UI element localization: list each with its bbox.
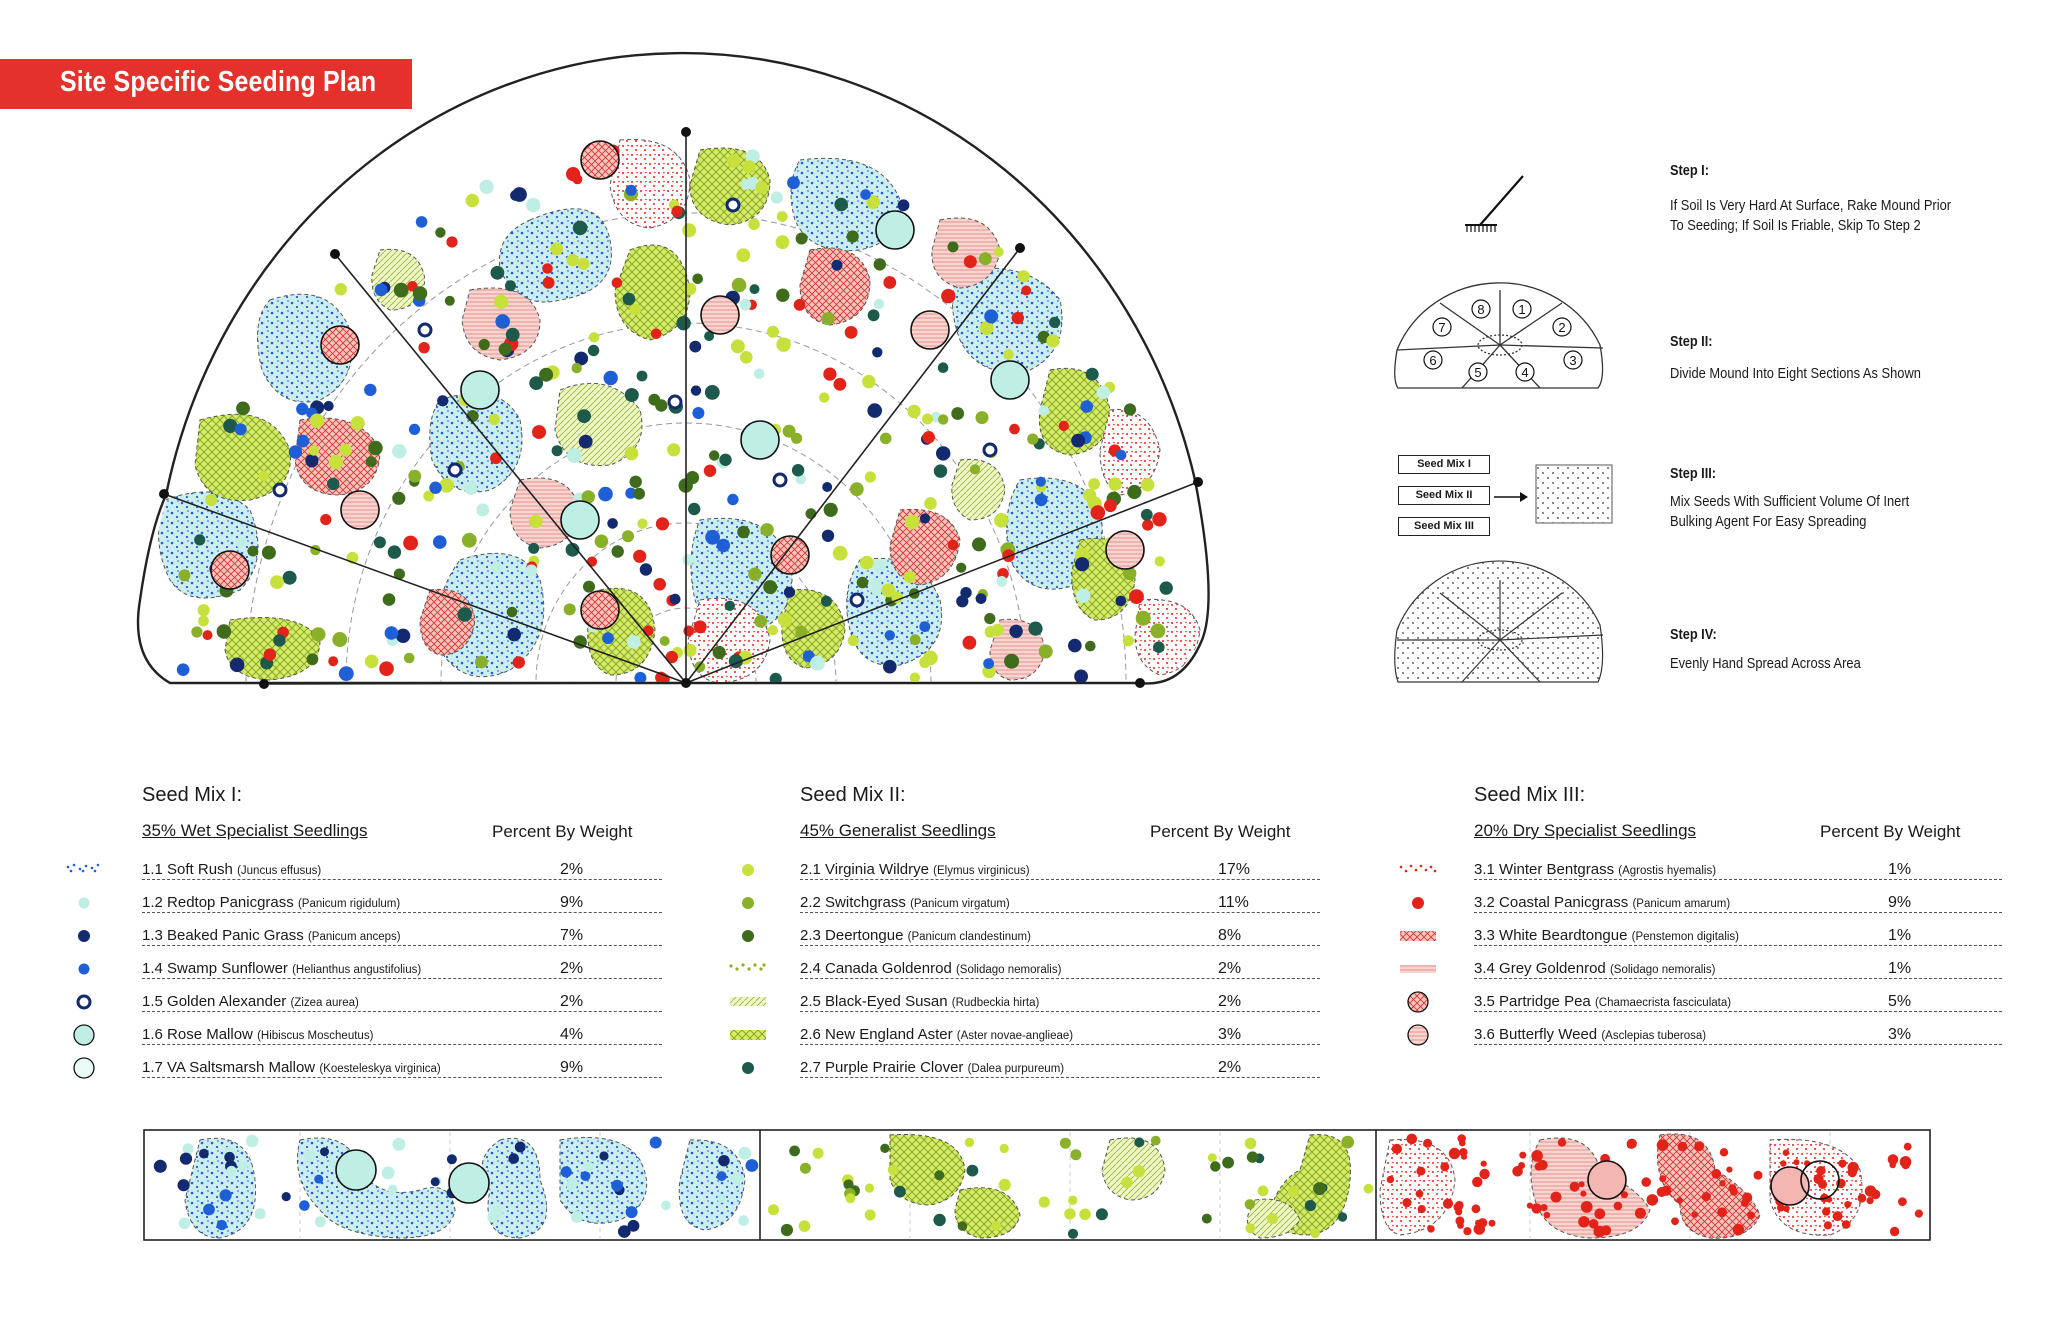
species-scientific-name: (Asclepias tuberosa) xyxy=(1601,1030,1707,1042)
strip-seed-dot xyxy=(738,1215,749,1226)
strip-seed-dot xyxy=(1457,1222,1464,1229)
strip-seed-dot xyxy=(246,1135,259,1148)
species-name: Swamp Sunflower xyxy=(167,960,288,977)
strip-seed-dot xyxy=(1890,1227,1899,1236)
strip-seed-dot xyxy=(1064,1208,1075,1219)
species-code: 1.6 xyxy=(142,1026,163,1043)
strip-seed-dot xyxy=(1338,1212,1347,1221)
strip-seed-dot xyxy=(1489,1220,1496,1227)
seed-mix-3-title: Seed Mix III: xyxy=(1474,784,1586,806)
seed-mix-2-percent-header: Percent By Weight xyxy=(1150,822,1291,841)
section-number: 1 xyxy=(1518,302,1526,317)
species-percent: 4% xyxy=(560,1026,584,1043)
strip-seed-dot xyxy=(1208,1153,1217,1162)
species-code: 3.6 xyxy=(1474,1026,1495,1043)
strip-seed-dot xyxy=(789,1146,800,1157)
strip-seed-dot xyxy=(1459,1140,1466,1147)
strip-seed-dot xyxy=(1455,1201,1464,1210)
strip-seed-dot xyxy=(1822,1207,1830,1215)
strip-seed-dot xyxy=(1711,1169,1721,1179)
species-name: Deertongue xyxy=(825,927,904,944)
strip-seed-dot xyxy=(1659,1175,1666,1182)
species-scientific-name: (Agrostis hyemalis) xyxy=(1618,865,1717,877)
strip-seed-dot xyxy=(1754,1171,1763,1180)
strip-seed-dot xyxy=(967,1165,979,1177)
strip-seed-dot xyxy=(238,1161,248,1171)
species-name: Grey Goldenrod xyxy=(1499,960,1606,977)
strip-seed-dot xyxy=(746,1159,759,1172)
strip-seed-dot xyxy=(1531,1203,1541,1213)
strip-seed-dot xyxy=(180,1153,192,1165)
strip-seed-dot xyxy=(1594,1208,1605,1219)
strip-seed-dot xyxy=(661,1201,671,1211)
strip-seed-dot xyxy=(1614,1202,1623,1211)
strip-seed-dot xyxy=(626,1206,638,1218)
strip-seed-dot xyxy=(1635,1208,1646,1219)
species-name: Redtop Panicgrass xyxy=(167,894,294,911)
species-name: Partridge Pea xyxy=(1499,993,1591,1010)
strip-seed-dot xyxy=(865,1184,874,1193)
step-2-title: Step II: xyxy=(1670,333,1713,350)
strip-seed-dot xyxy=(179,1218,191,1230)
strip-seed-dot xyxy=(304,1150,315,1161)
species-scientific-name: (Solidago nemoralis) xyxy=(955,964,1062,976)
strip-seed-dot xyxy=(1647,1194,1659,1206)
strip-seed-dot xyxy=(1898,1197,1907,1206)
strip-seed-dot xyxy=(1387,1176,1394,1183)
strip-seed-dot xyxy=(1440,1162,1449,1171)
strip-seed-dot xyxy=(1848,1168,1857,1177)
strip-seed-dot xyxy=(731,1173,743,1185)
strip-seed-dot xyxy=(1479,1169,1489,1179)
strip-seed-dot xyxy=(1657,1187,1667,1197)
strip-seed-dot xyxy=(717,1171,727,1181)
strip-seed-dot xyxy=(1726,1167,1732,1173)
strip-seed-dot xyxy=(1692,1211,1698,1217)
strip-seed-dot xyxy=(1540,1204,1547,1211)
species-scientific-name: (Dalea purpureum) xyxy=(967,1063,1065,1075)
species-code: 2.5 xyxy=(800,993,821,1010)
species-code: 2.1 xyxy=(800,861,821,878)
strip-seed-dot xyxy=(650,1137,662,1149)
species-name: Purple Prairie Clover xyxy=(825,1059,964,1076)
strip-seed-dot xyxy=(1901,1160,1910,1169)
species-percent: 9% xyxy=(1888,894,1912,911)
seed-mix-box-3: Seed Mix III xyxy=(1398,517,1490,536)
strip-seed-dot xyxy=(1730,1188,1738,1196)
strip-seed-dot xyxy=(1481,1161,1487,1167)
strip-seed-dot xyxy=(220,1189,232,1201)
strip-seed-dot xyxy=(1702,1192,1711,1201)
strip-seed-dot xyxy=(888,1165,899,1176)
species-code: 1.7 xyxy=(142,1059,163,1076)
strip-seed-dot xyxy=(566,1179,577,1190)
species-name: Virginia Wildrye xyxy=(825,861,929,878)
species-code: 2.7 xyxy=(800,1059,821,1076)
strip-seed-dot xyxy=(1070,1149,1081,1160)
strip-seed-dot xyxy=(1676,1197,1682,1203)
species-name: Switchgrass xyxy=(825,894,906,911)
species-scientific-name: (Hibiscus Moscheutus) xyxy=(257,1030,374,1042)
species-name: New England Aster xyxy=(825,1026,953,1043)
strip-seed-dot xyxy=(1719,1180,1725,1186)
strip-seed-dot xyxy=(315,1216,326,1227)
strip-seed-dot xyxy=(1844,1201,1851,1208)
strip-seed-dot xyxy=(965,1138,974,1147)
strip-seed-dot xyxy=(1842,1220,1851,1229)
species-code: 1.1 xyxy=(142,861,163,878)
strip-seed-dot xyxy=(571,1211,583,1223)
strip-seed-dot xyxy=(183,1143,194,1154)
strip-seed-dot xyxy=(1288,1186,1299,1197)
species-percent: 7% xyxy=(560,927,584,944)
species-code: 3.3 xyxy=(1474,927,1495,944)
species-scientific-name: (Zizea aurea) xyxy=(290,997,359,1009)
species-code: 2.4 xyxy=(800,960,821,977)
strip-seed-dot xyxy=(1794,1159,1800,1165)
strip-seed-dot xyxy=(1741,1199,1749,1207)
strip-seed-dot xyxy=(1838,1160,1846,1168)
strip-seed-dot xyxy=(1783,1149,1790,1156)
species-name: Winter Bentgrass xyxy=(1499,861,1615,878)
strip-seed-dot xyxy=(933,1214,945,1226)
step-2-text: Divide Mound Into Eight Sections As Shown xyxy=(1670,365,1921,382)
strip-seed-dot xyxy=(508,1153,519,1164)
species-scientific-name: (Juncus effusus) xyxy=(237,865,322,877)
species-name: VA Saltsmarsh Mallow xyxy=(167,1059,316,1076)
species-code: 3.5 xyxy=(1474,993,1495,1010)
species-percent: 2% xyxy=(1218,960,1242,977)
strip-seed-dot xyxy=(1463,1227,1471,1235)
strip-seed-dot xyxy=(1904,1143,1912,1151)
species-code: 3.1 xyxy=(1474,861,1495,878)
strip-seed-dot xyxy=(1443,1199,1453,1209)
section-number: 2 xyxy=(1558,320,1566,335)
strip-seed-dot xyxy=(1512,1166,1523,1177)
strip-seed-dot xyxy=(299,1200,310,1211)
strip-seed-dot xyxy=(1096,1208,1108,1220)
strip-seed-dot xyxy=(1780,1160,1786,1166)
species-percent: 2% xyxy=(560,960,584,977)
species-name: Coastal Panicgrass xyxy=(1499,894,1629,911)
strip-seed-dot xyxy=(880,1144,889,1153)
step-1-title: Step I: xyxy=(1670,162,1709,179)
strip-seed-dot xyxy=(178,1179,190,1191)
species-percent: 2% xyxy=(1218,1059,1242,1076)
species-percent: 2% xyxy=(560,993,584,1010)
strip-seed-dot xyxy=(1694,1141,1704,1151)
strip-seed-dot xyxy=(717,1194,726,1203)
strip-seed-dot xyxy=(1402,1198,1411,1207)
species-scientific-name: (Elymus virginicus) xyxy=(933,865,1030,877)
strip-seed-dot xyxy=(1888,1154,1899,1165)
strip-seed-dot xyxy=(1202,1214,1212,1224)
species-scientific-name: (Helianthus angustifolius) xyxy=(292,964,422,976)
strip-seed-dot xyxy=(1527,1203,1533,1209)
strip-seed-dot xyxy=(1392,1144,1402,1154)
strip-seed-dot xyxy=(561,1166,572,1177)
species-name: Canada Goldenrod xyxy=(825,960,952,977)
strip-seed-dot xyxy=(1364,1184,1374,1194)
species-name: White Beardtongue xyxy=(1499,927,1628,944)
strip-seed-dot xyxy=(999,1179,1011,1191)
seed-mix-box-2: Seed Mix II xyxy=(1398,486,1490,505)
strip-seed-dot xyxy=(1416,1167,1425,1176)
species-percent: 17% xyxy=(1218,861,1251,878)
step-3-text-line1: Mix Seeds With Sufficient Volume Of Inert xyxy=(1670,493,1910,510)
species-code: 3.2 xyxy=(1474,894,1495,911)
strip-seed-dot xyxy=(199,1149,209,1159)
seed-mix-2-title: Seed Mix II: xyxy=(800,784,906,806)
strip-seed-dot xyxy=(1783,1205,1790,1212)
strip-seed-dot xyxy=(1478,1218,1487,1227)
strip-seed-dot xyxy=(1544,1212,1551,1219)
species-percent: 3% xyxy=(1218,1026,1242,1043)
strip-seed-dot xyxy=(599,1151,608,1160)
strip-seed-dot xyxy=(611,1180,623,1192)
species-scientific-name: (Solidago nemoralis) xyxy=(1609,964,1716,976)
strip-seed-dot xyxy=(1570,1182,1580,1192)
strip-seed-dot xyxy=(1915,1210,1923,1218)
strip-seed-dot xyxy=(1245,1199,1255,1209)
strip-seed-dot xyxy=(1579,1181,1585,1187)
strip-seed-dot xyxy=(1341,1136,1354,1149)
species-percent: 3% xyxy=(1888,1026,1912,1043)
section-number: 6 xyxy=(1429,353,1437,368)
strip-seed-dot xyxy=(314,1175,323,1184)
strip-seed-dot xyxy=(1407,1134,1418,1145)
species-name: Black-Eyed Susan xyxy=(825,993,948,1010)
species-scientific-name: (Panicum rigidulum) xyxy=(297,898,401,910)
species-percent: 9% xyxy=(560,894,584,911)
seed-mix-2-subtitle: 45% Generalist Seedlings xyxy=(800,821,996,840)
strip-seed-dot xyxy=(1531,1150,1543,1162)
species-percent: 1% xyxy=(1888,927,1912,944)
species-code: 1.4 xyxy=(142,960,163,977)
strip-seed-dot xyxy=(1427,1225,1434,1232)
strip-seed-dot xyxy=(388,1185,398,1195)
strip-seed-dot xyxy=(584,1162,595,1173)
seed-mix-box-1: Seed Mix I xyxy=(1398,455,1490,474)
species-percent: 1% xyxy=(1888,960,1912,977)
strip-seed-dot xyxy=(1558,1138,1566,1146)
section-number: 5 xyxy=(1474,365,1482,380)
species-code: 1.2 xyxy=(142,894,163,911)
species-name: Butterfly Weed xyxy=(1499,1026,1598,1043)
strip-seed-dot xyxy=(1519,1152,1526,1159)
strip-seed-dot xyxy=(991,1221,1001,1231)
species-scientific-name: (Chamaecrista fasciculata) xyxy=(1594,997,1732,1009)
strip-seed-dot xyxy=(1133,1165,1145,1177)
strip-seed-dot xyxy=(1121,1177,1132,1188)
strip-seed-dot xyxy=(1867,1197,1874,1204)
seed-mix-3-subtitle: 20% Dry Specialist Seedlings xyxy=(1474,821,1697,840)
species-code: 1.5 xyxy=(142,993,163,1010)
section-number: 8 xyxy=(1477,302,1485,317)
strip-seed-dot xyxy=(217,1220,227,1230)
species-percent: 1% xyxy=(1888,861,1912,878)
strip-seed-dot xyxy=(1258,1186,1269,1197)
species-scientific-name: (Rudbeckia hirta) xyxy=(951,997,1040,1009)
species-code: 2.6 xyxy=(800,1026,821,1043)
strip-seed-dot xyxy=(1671,1217,1679,1225)
species-percent: 2% xyxy=(1218,993,1242,1010)
step-4-text: Evenly Hand Spread Across Area xyxy=(1670,655,1861,672)
strip-seed-dot xyxy=(382,1167,395,1180)
species-scientific-name: (Koesteleskya virginica) xyxy=(319,1063,441,1075)
strip-seed-dot xyxy=(1551,1192,1562,1203)
step-1-text-line2: To Seeding; If Soil Is Friable, Skip To Step 2 xyxy=(1670,217,1921,234)
strip-seed-dot xyxy=(1423,1139,1432,1148)
strip-seed-dot xyxy=(1416,1190,1424,1198)
strip-seed-dot xyxy=(718,1155,729,1166)
species-percent: 8% xyxy=(1218,927,1242,944)
strip-seed-dot xyxy=(934,1170,944,1180)
species-code: 3.4 xyxy=(1474,960,1495,977)
strip-seed-dot xyxy=(1222,1157,1234,1169)
strip-seed-dot xyxy=(1461,1154,1467,1160)
strip-seed-dot xyxy=(487,1212,498,1223)
strip-seed-dot xyxy=(154,1160,167,1173)
species-scientific-name: (Panicum clandestinum) xyxy=(907,931,1031,943)
strip-seed-dot xyxy=(800,1163,811,1174)
strip-seed-dot xyxy=(1068,1229,1078,1239)
strip-seed-dot xyxy=(1720,1148,1728,1156)
seed-mix-3-percent-header: Percent By Weight xyxy=(1820,822,1961,841)
strip-seed-dot xyxy=(1079,1209,1091,1221)
strip-seed-dot xyxy=(1068,1196,1077,1205)
seed-mix-1-subtitle: 35% Wet Specialist Seedlings xyxy=(142,821,368,840)
step-3-title: Step III: xyxy=(1670,465,1717,482)
species-name: Golden Alexander xyxy=(167,993,287,1010)
strip-seed-dot xyxy=(1247,1151,1258,1162)
strip-seed-dot xyxy=(958,1221,968,1231)
strip-seed-dot xyxy=(781,1224,793,1236)
strip-seed-dot xyxy=(1472,1204,1481,1213)
strip-seed-dot xyxy=(1210,1161,1220,1171)
section-number: 7 xyxy=(1438,320,1446,335)
strip-seed-dot xyxy=(1678,1142,1688,1152)
strip-seed-dot xyxy=(226,1166,236,1176)
strip-seed-dot xyxy=(431,1177,440,1186)
strip-seed-dot xyxy=(1418,1205,1426,1213)
step-1-text-line1: If Soil Is Very Hard At Surface, Rake Mound Prior xyxy=(1670,197,1952,214)
strip-seed-dot xyxy=(1824,1221,1832,1229)
strip-seed-dot xyxy=(282,1192,291,1201)
strip-seed-dot xyxy=(447,1154,457,1164)
strip-seed-dot xyxy=(392,1138,405,1151)
strip-seed-dot xyxy=(1581,1201,1593,1213)
strip-seed-dot xyxy=(738,1147,751,1160)
strip-seed-dot xyxy=(1717,1207,1727,1217)
species-percent: 11% xyxy=(1218,894,1249,911)
strip-seed-dot xyxy=(1627,1139,1637,1149)
species-percent: 5% xyxy=(1888,993,1912,1010)
strip-seed-dot xyxy=(1134,1137,1144,1147)
strip-seed-dot xyxy=(618,1225,631,1238)
strip-seed-dot xyxy=(1657,1139,1669,1151)
strip-seed-dot xyxy=(845,1193,855,1203)
strip-seed-dot xyxy=(799,1220,811,1232)
strip-seed-dot xyxy=(1472,1177,1482,1187)
species-name: Beaked Panic Grass xyxy=(167,927,304,944)
species-code: 2.3 xyxy=(800,927,821,944)
strip-seed-dot xyxy=(203,1204,215,1216)
strip-seed-dot xyxy=(1865,1185,1876,1196)
species-scientific-name: (Panicum anceps) xyxy=(307,931,401,943)
strip-seed-dot xyxy=(1601,1225,1611,1235)
strip-seed-dot xyxy=(1449,1148,1460,1159)
strip-seed-dot xyxy=(1578,1216,1589,1227)
strip-seed-dot xyxy=(1641,1177,1651,1187)
species-code: 1.3 xyxy=(142,927,163,944)
strip-seed-dot xyxy=(1733,1224,1744,1235)
strip-seed-dot xyxy=(1833,1211,1843,1221)
species-scientific-name: (Penstemon digitalis) xyxy=(1631,931,1740,943)
page-title: Site Specific Seeding Plan xyxy=(60,66,377,98)
seed-mix-1-title: Seed Mix I: xyxy=(142,784,243,806)
strip-seed-dot xyxy=(1039,1197,1050,1208)
strip-seed-dot xyxy=(1747,1212,1755,1220)
strip-seed-dot xyxy=(768,1204,779,1215)
step-4-title: Step IV: xyxy=(1670,626,1717,643)
strip-seed-dot xyxy=(1538,1160,1548,1170)
species-scientific-name: (Aster novae-anglieae) xyxy=(956,1030,1074,1042)
species-scientific-name: (Panicum virgatum) xyxy=(910,898,1010,910)
strip-seed-dot xyxy=(1310,1229,1320,1239)
strip-seed-dot xyxy=(1589,1219,1599,1229)
strip-seed-dot xyxy=(1060,1138,1071,1149)
species-percent: 9% xyxy=(560,1059,584,1076)
strip-seed-dot xyxy=(1816,1166,1825,1175)
species-code: 2.2 xyxy=(800,894,821,911)
strip-seed-dot xyxy=(865,1210,876,1221)
section-number: 4 xyxy=(1521,365,1529,380)
species-name: Rose Mallow xyxy=(167,1026,253,1043)
step-3-text-line2: Bulking Agent For Easy Spreading xyxy=(1670,513,1867,530)
strip-seed-dot xyxy=(255,1208,266,1219)
seed-mix-1-percent-header: Percent By Weight xyxy=(492,822,633,841)
strip-seed-dot xyxy=(1313,1182,1326,1195)
strip-seed-dot xyxy=(515,1142,526,1153)
strip-seed-dot xyxy=(1305,1200,1316,1211)
strip-seed-dot xyxy=(1580,1191,1586,1197)
strip-seed-dot xyxy=(1151,1136,1161,1146)
strip-seed-dot xyxy=(894,1186,906,1198)
strip-seed-dot xyxy=(1858,1194,1867,1203)
species-scientific-name: (Panicum amarum) xyxy=(1632,898,1731,910)
strip-seed-dot xyxy=(320,1147,329,1156)
species-percent: 2% xyxy=(560,861,584,878)
section-number: 3 xyxy=(1569,353,1577,368)
strip-seed-dot xyxy=(1245,1223,1255,1233)
strip-seed-dot xyxy=(813,1148,824,1159)
strip-seed-dot xyxy=(1245,1138,1257,1150)
strip-seed-dot xyxy=(1000,1144,1009,1153)
strip-seed-dot xyxy=(1267,1213,1278,1224)
strip-seed-dot xyxy=(1814,1174,1824,1184)
species-name: Soft Rush xyxy=(167,861,233,878)
strip-seed-dot xyxy=(580,1171,590,1181)
